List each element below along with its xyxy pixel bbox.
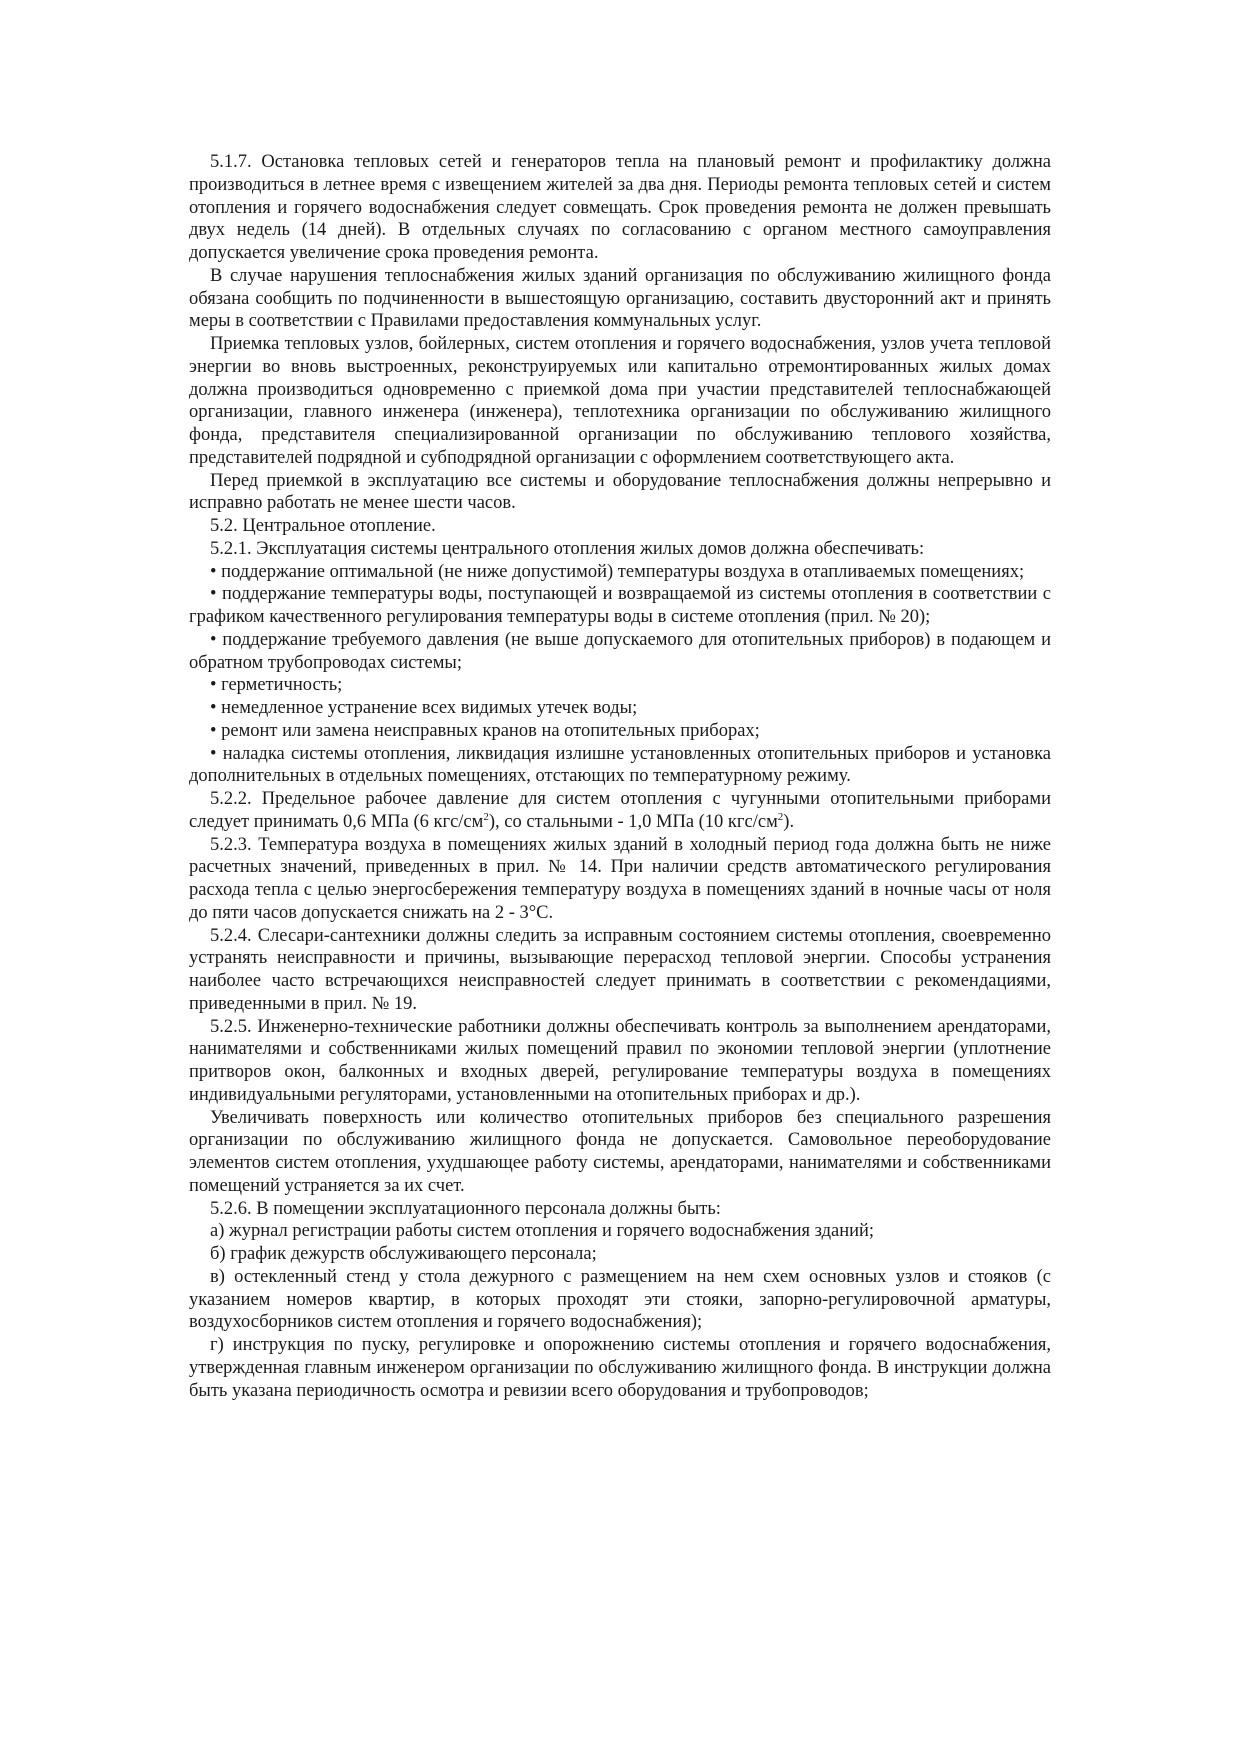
list-item: • поддержание температуры воды, поступающей и возвращаемой из системы отопления в соответствии с графиком качественного регулирования температуры воды в системе отопления (прил. № 20); (189, 584, 1051, 627)
paragraph-5-2-4: 5.2.4. Слесари-сантехники должны следить за исправным состоянием системы отопления, своевременно устранять неисправности и причины, вызывающие перерасход тепловой энергии. Способы устранения наиболее часто встречающихся неисправностей следует принимать в соответствии с рекомендациями, приведенными в прил. № 19. (189, 925, 1051, 1014)
paragraph-5-2-1: 5.2.1. Эксплуатация системы центрального отопления жилых домов должна обеспечивать: (210, 538, 925, 559)
paragraph-5-2-3: 5.2.3. Температура воздуха в помещениях жилых зданий в холодный период года должна быть не ниже расчетных значений, приведенных в прил. № 14. При наличии средств автоматического регулирования расхода тепла с целью энергосбережения температуру воздуха в помещениях зданий в ночные часы от ноля до пяти часов допускается снижать на 2 - 3°С. (189, 834, 1051, 923)
paragraph-5-2-2-text: ), со стальными - 1,0 МПа (10 кгс/см (488, 811, 778, 832)
list-item: • ремонт или замена неисправных кранов на отопительных приборах; (210, 720, 760, 741)
list-item: г) инструкция по пуску, регулировке и опорожнению системы отопления и горячего водоснабжения, утвержденная главным инженером организации по обслуживанию жилищного фонда. В инструкции должна быть указана периодичность осмотра и ревизии всего оборудования и трубопроводов; (189, 1335, 1051, 1401)
section-heading-5-2: 5.2. Центральное отопление. (210, 516, 436, 536)
paragraph-acceptance: Приемка тепловых узлов, бойлерных, систем отопления и горячего водоснабжения, узлов учета тепловой энергии во вновь выстроенных, реконструируемых или капитально отремонтированных жилых домах должна производиться одновременно с приемкой дома при участии представителей теплоснабжающей организации, главного инженера (инженера), теплотехника организации по обслуживанию жилищного фонда, представителя специализированной организации по обслуживанию теплового хозяйства, представителей подрядной и субподрядной организации с оформлением соответствующего акта. (189, 334, 1051, 468)
paragraph-5-2-2 (189, 788, 1051, 834)
list-item: в) остекленный стенд у стола дежурного с размещением на нем схем основных узлов и стояков (с указанием номеров квартир, в которых проходят эти стояки, запорно-регулировочной арматуры, воздухосборников систем отопления и горячего водоснабжения); (189, 1266, 1051, 1333)
list-item: • немедленное устранение всех видимых утечек воды; (210, 698, 638, 718)
list-item: б) график дежурств обслуживающего персонала; (210, 1244, 597, 1264)
document-body (189, 151, 1051, 1402)
list-item: • поддержание требуемого давления (не выше допускаемого для отопительных приборов) в подающем и обратном трубопроводах системы; (189, 629, 1051, 673)
list-item: • герметичность; (210, 675, 343, 696)
list-item: • наладка системы отопления, ликвидация излишне установленных отопительных приборов и установка дополнительных в отдельных помещениях, отстающих по температурному режиму. (189, 743, 1051, 787)
paragraph-5-2-6: 5.2.6. В помещении эксплуатационного персонала должны быть: (210, 1198, 721, 1219)
superscript: 2 (483, 810, 489, 823)
list-item: а) журнал регистрации работы систем отопления и горячего водоснабжения зданий; (210, 1221, 875, 1242)
list-item: • поддержание оптимальной (не ниже допустимой) температуры воздуха в отапливаемых помещениях; (210, 561, 1025, 582)
paragraph-5-2-2-text: 5.2.2. Предельное рабочее давление для систем отопления с чугунными отопительными приборами следует принимать 0,6 МПа (6 кгс/см (189, 789, 1051, 832)
superscript: 2 (777, 810, 784, 823)
paragraph-before-acceptance: Перед приемкой в эксплуатацию все системы и оборудование теплоснабжения должны непрерывно и исправно работать не менее шести часов. (189, 470, 1051, 514)
paragraph-heating-changes: Увеличивать поверхность или количество отопительных приборов без специального разрешения организации по обслуживанию жилищного фонда не допускается. Самовольное переоборудование элементов систем отопления, ухудшающее работу системы, арендаторами, нанимателями и собственниками помещений устраняется за их счет. (189, 1107, 1051, 1196)
paragraph-violation: В случае нарушения теплоснабжения жилых зданий организация по обслуживанию жилищного фонда обязана сообщить по подчиненности в вышестоящую организацию, составить двусторонний акт и принять меры в соответствии с Правилами предоставления коммунальных услуг. (189, 265, 1051, 332)
paragraph-5-2-5: 5.2.5. Инженерно-технические работники должны обеспечивать контроль за выполнением арендаторами, нанимателями и собственниками жилых помещений правил по экономии тепловой энергии (уплотнение притворов окон, балконных и входных дверей, регулирование температуры воздуха в помещениях индивидуальными регуляторами, установленными на отопительных приборах и др.). (189, 1016, 1051, 1105)
paragraph-5-2-2-text: ). (783, 811, 795, 832)
paragraph-5-1-7: 5.1.7. Остановка тепловых сетей и генераторов тепла на плановый ремонт и профилактику должна производиться в летнее время с извещением жителей за два дня. Периоды ремонта тепловых сетей и систем отопления и горячего водоснабжения следует совмещать. Срок проведения ремонта не должен превышать двух недель (14 дней). В отдельных случаях по согласованию с органом местного самоуправления допускается увеличение срока проведения ремонта. (189, 152, 1051, 263)
